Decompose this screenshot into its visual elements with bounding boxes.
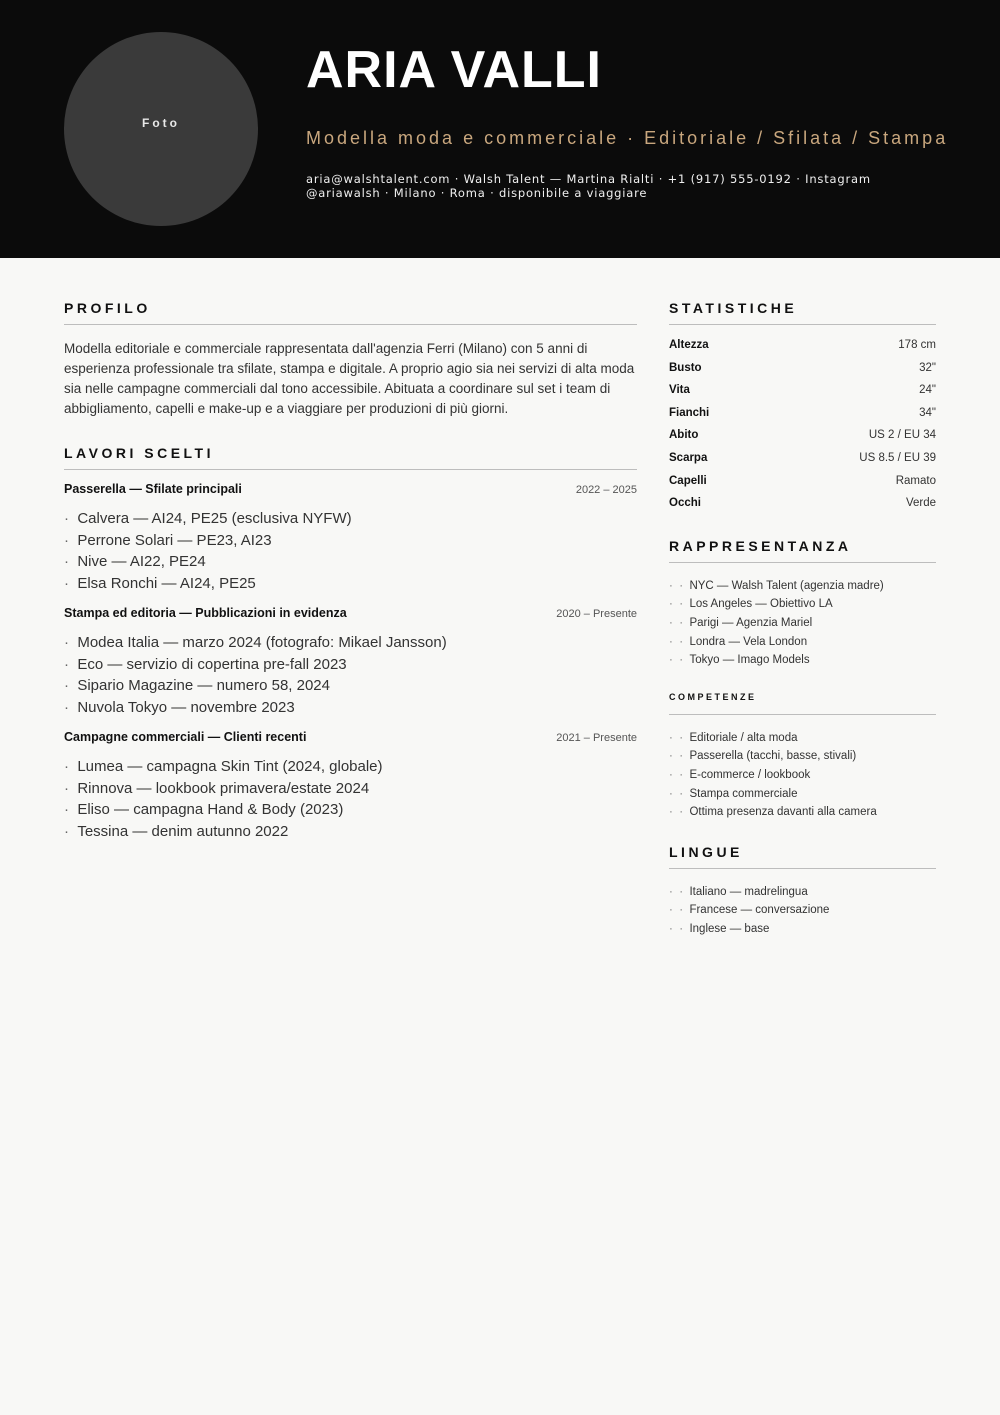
profile-title: PROFILO [64,300,637,325]
photo-label: Foto [142,116,180,130]
stat-value: 32" [919,361,936,374]
list-item: · Calvera — AI24, PE25 (esclusiva NYFW) [64,508,637,530]
work-section-heading: Passerella — Sfilate principali [64,482,242,496]
list-item: · Nuvola Tokyo — novembre 2023 [64,697,637,719]
stats-title: STATISTICHE [669,300,936,325]
stat-label: Busto [669,361,702,374]
list-item: · Nive — AI22, PE24 [64,551,637,573]
stat-label: Vita [669,384,690,397]
list-item: · Eco — servizio di copertina pre-fall 2023 [64,654,637,676]
list-item: · Sipario Magazine — numero 58, 2024 [64,675,637,697]
languages-title: LINGUE [669,844,936,869]
list-item: · · Parigi — Agenzia Mariel [669,614,936,633]
list-item: · · Francese — conversazione [669,901,936,920]
representation-title: RAPPRESENTANZA [669,538,936,563]
stat-row [669,339,936,362]
stats-table [669,339,936,520]
stat-row [669,429,936,452]
candidate-name: ARIA VALLI [306,41,602,99]
stat-label: Scarpa [669,451,708,464]
list-item: · Tessina — denim autunno 2022 [64,821,637,843]
list-item: · · Tokyo — Imago Models [669,651,936,670]
stat-label: Abito [669,429,699,442]
stat-row [669,452,936,475]
stat-label: Capelli [669,474,707,487]
work-section-heading: Campagne commerciali — Clienti recenti [64,730,307,744]
stat-label: Altezza [669,339,709,351]
stat-row [669,384,936,407]
work-section-dates: 2021 – Presente [556,732,637,744]
work-section-print [64,606,637,718]
stat-row [669,475,936,498]
stat-row [669,362,936,385]
work-title: LAVORI SCELTI [64,445,637,470]
work-section-dates: 2020 – Presente [556,608,637,620]
stat-value: 24" [919,384,936,397]
skills-title: COMPETENZE [669,692,936,715]
list-item: · Modea Italia — marzo 2024 (fotografo: Mikael Jansson) [64,632,637,654]
list-item: · Perrone Solari — PE23, AI23 [64,530,637,552]
tagline: Modella moda e commerciale · Editoriale / Sfilata / Stampa [306,128,949,148]
photo-placeholder [64,32,258,226]
list-item: · · Stampa commerciale [669,785,936,804]
list-item: · Elsa Ronchi — AI24, PE25 [64,573,637,595]
list-item: · Eliso — campagna Hand & Body (2023) [64,799,637,821]
profile-text: Modella editoriale e commerciale rappresentata dall'agenzia Ferri (Milano) con 5 anni di esperienza professionale tra sfilate, stampa e digitale. A proprio agio sia nei servizi di alta moda sia nelle campagne commerciali dal tono accessibile. Abituata a coordinare sul set i team di abbigliamento, capelli e make-up e a viaggiare per produzioni di più giorni. [64,341,635,416]
list-item: · · Los Angeles — Obiettivo LA [669,595,936,614]
list-item: · · Inglese — base [669,920,936,939]
languages-list [669,883,936,939]
work-section-runway [64,482,637,594]
list-item: · · NYC — Walsh Talent (agenzia madre) [669,577,936,596]
stat-label: Fianchi [669,406,710,419]
list-item: · · Londra — Vela London [669,633,936,652]
stat-value: US 8.5 / EU 39 [859,451,936,464]
list-item: · Rinnova — lookbook primavera/estate 2024 [64,778,637,800]
skills-list [669,729,936,822]
header-banner [0,0,1000,258]
main-column [64,300,637,842]
sidebar-column [669,300,936,960]
stat-value: Verde [905,497,936,510]
list-item: · · Ottima presenza davanti alla camera [669,803,936,822]
list-item: · Lumea — campagna Skin Tint (2024, globale) [64,756,637,778]
stat-value: 34" [919,406,936,419]
list-item: · · Passerella (tacchi, basse, stivali) [669,747,936,766]
list-item: · · Editoriale / alta moda [669,729,936,748]
stat-value: Ramato [895,474,936,487]
list-item: · · E-commerce / lookbook [669,766,936,785]
stat-row [669,497,936,520]
work-section-commercial [64,730,637,842]
stat-label: Occhi [669,497,701,510]
contact-line: aria@walshtalent.com · Walsh Talent — Martina Rialti · +1 (917) 555-0192 · Instagram @ariawalsh · Milano · Roma · disponibile a viaggiare [306,172,871,200]
stat-value: 178 cm [898,339,936,351]
work-section-heading: Stampa ed editoria — Pubblicazioni in evidenza [64,606,347,620]
stat-value: US 2 / EU 34 [868,429,936,442]
work-section-dates: 2022 – 2025 [575,484,637,496]
representation-list [669,577,936,670]
list-item: · · Italiano — madrelingua [669,883,936,902]
stat-row [669,407,936,430]
